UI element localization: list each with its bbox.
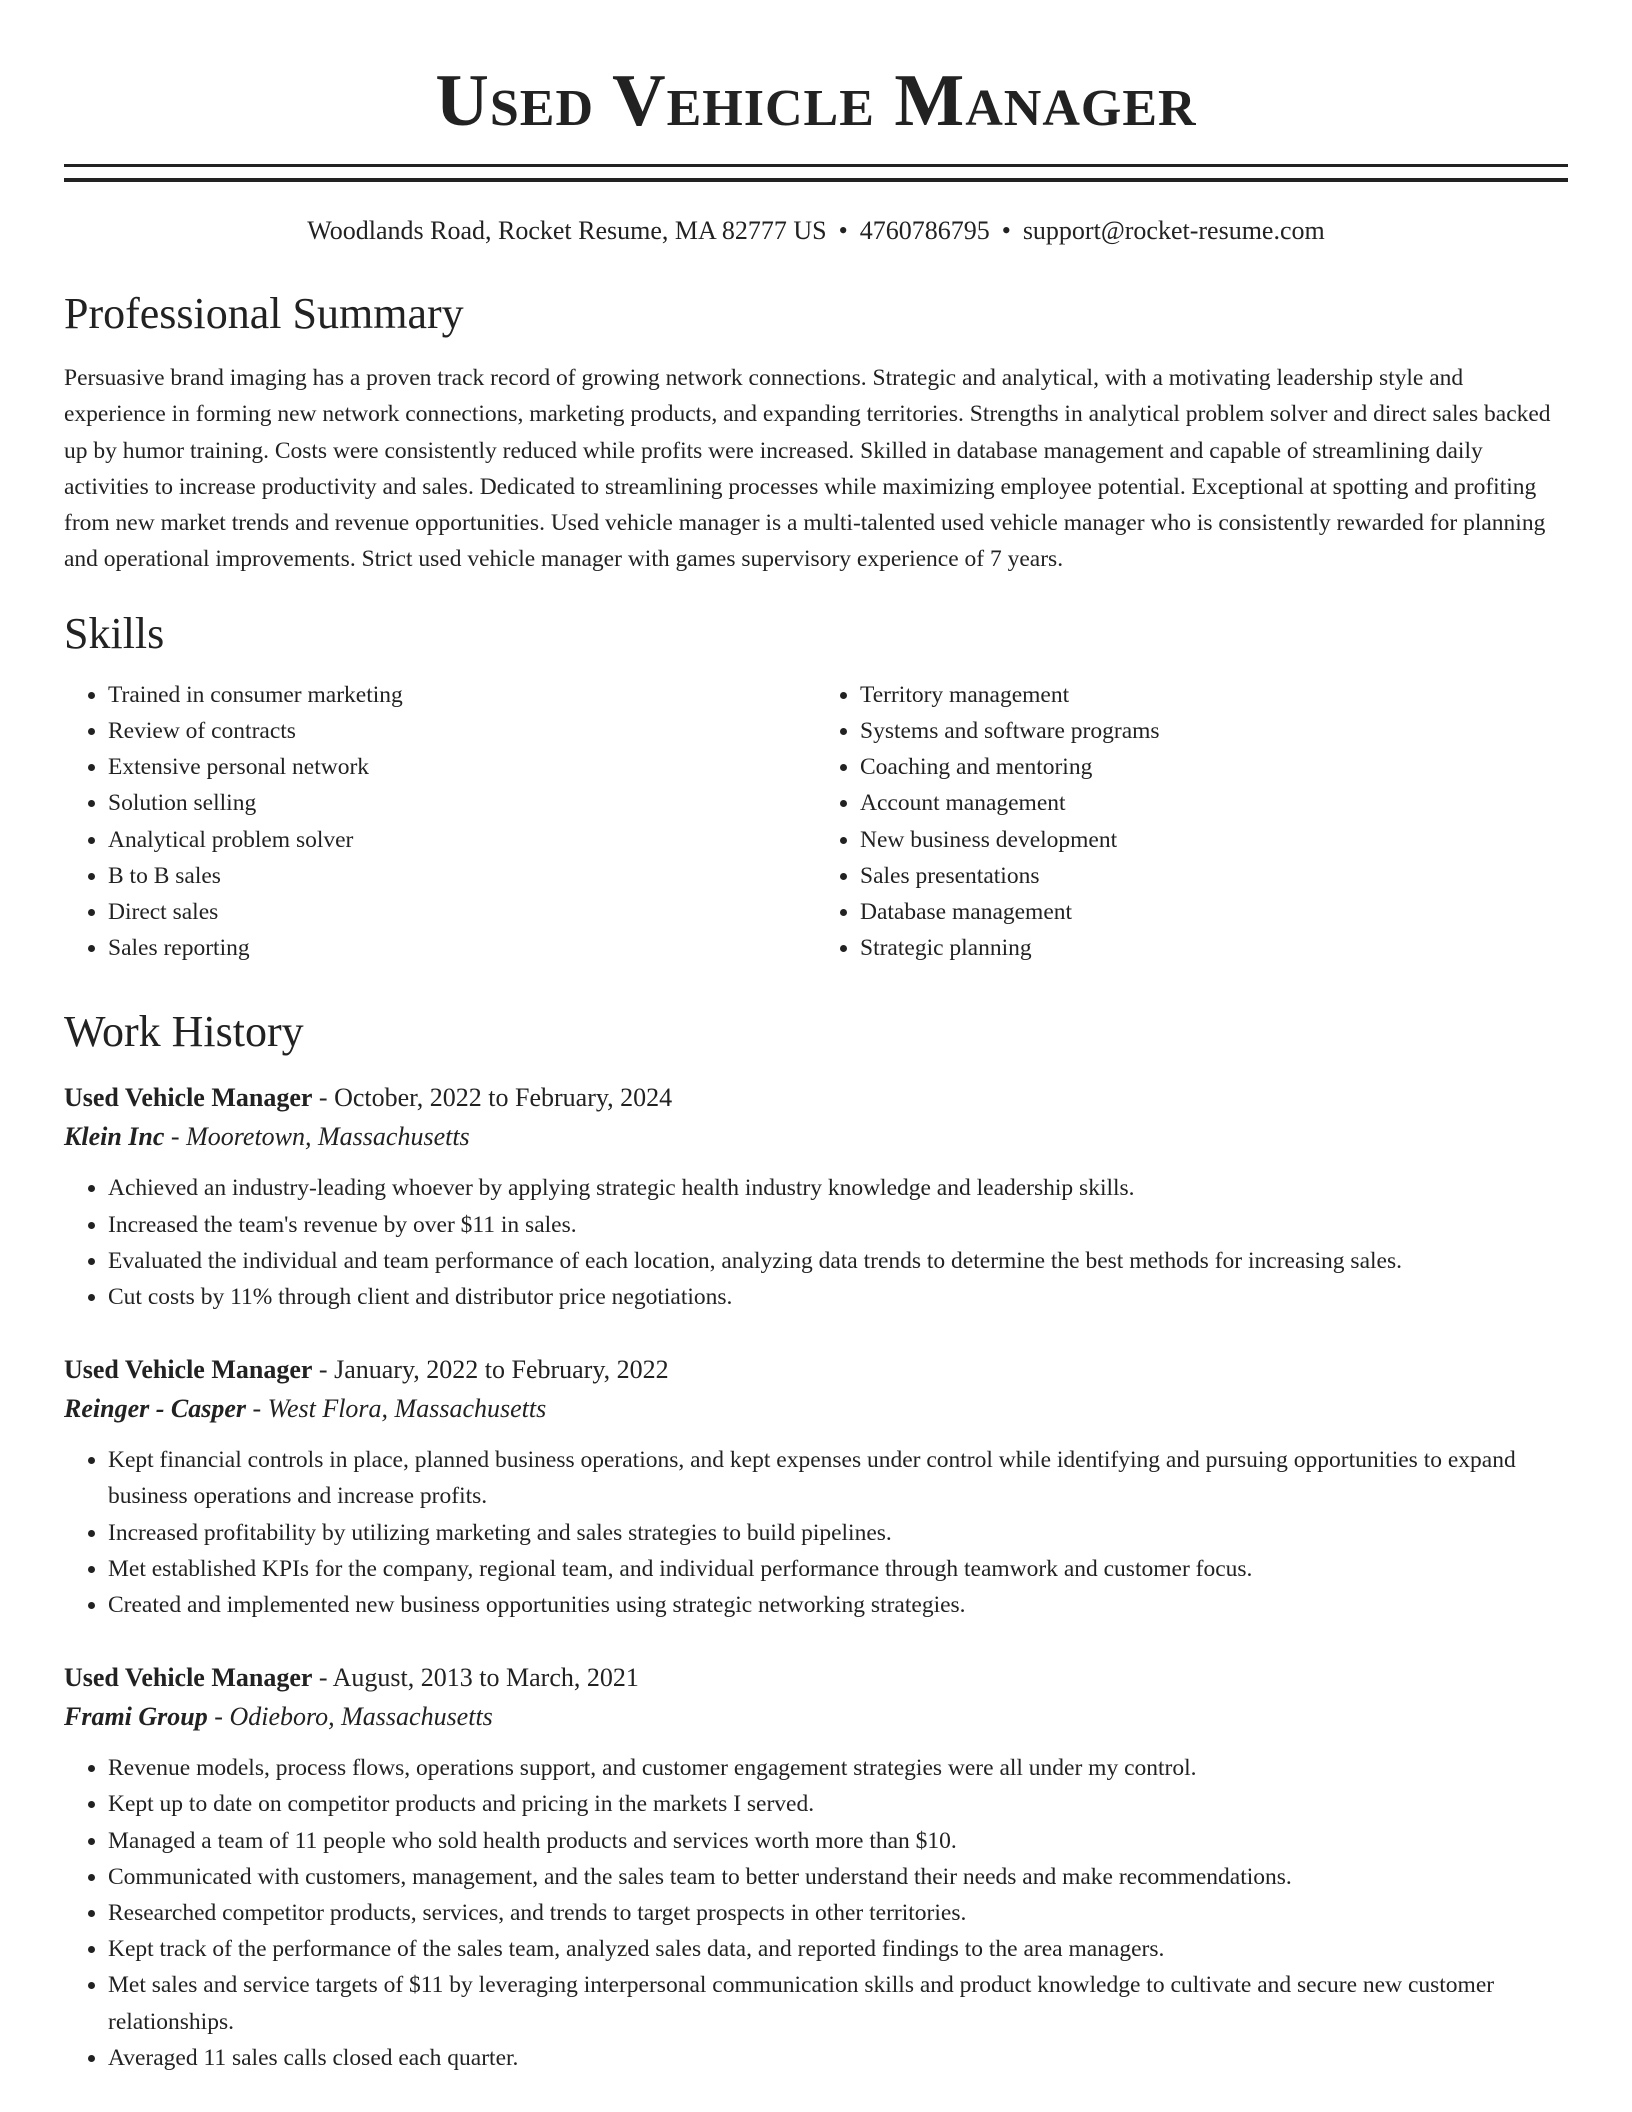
job-dates: January, 2022 to February, 2022	[334, 1355, 669, 1385]
job-dates: October, 2022 to February, 2024	[334, 1083, 673, 1113]
job-bullet: • Kept financial controls in place, planned business operations, and kept expenses under control while identifying and pursuing opportunities to expand business operations and increase profits.	[108, 1442, 1568, 1514]
skill-item: • Analytical problem solver	[108, 822, 816, 858]
skill-item: • Solution selling	[108, 785, 816, 821]
job-title-line: Used Vehicle Manager - October, 2022 to February, 2024	[64, 1083, 673, 1113]
job-bullet: • Achieved an industry-leading whoever by applying strategic health industry knowledge and leadership skills.	[108, 1170, 1568, 1206]
job-bullet: • Evaluated the individual and team performance of each location, analyzing data trends to determine the best methods for increasing sales.	[108, 1243, 1568, 1279]
contact-line	[64, 214, 1568, 248]
skill-item: • Systems and software programs	[860, 713, 1568, 749]
skill-item: • Account management	[860, 785, 1568, 821]
skill-item: • Sales reporting	[108, 930, 816, 966]
skill-item: • New business development	[860, 822, 1568, 858]
work-history-heading: Work History	[64, 1007, 304, 1057]
job-location: Odieboro, Massachusetts	[229, 1702, 493, 1732]
skill-item: • Extensive personal network	[108, 749, 816, 785]
job-title-line: Used Vehicle Manager - January, 2022 to February, 2022	[64, 1355, 669, 1385]
job-title-line: Used Vehicle Manager - August, 2013 to March, 2021	[64, 1663, 639, 1693]
job-entry	[64, 1658, 1568, 2076]
job-bullet: • Managed a team of 11 people who sold health products and services worth more than $10.	[108, 1823, 1568, 1859]
job-bullet: • Cut costs by 11% through client and distributor price negotiations.	[108, 1279, 1568, 1315]
job-bullet: • Communicated with customers, management, and the sales team to better understand their needs and make recommendations.	[108, 1859, 1568, 1895]
job-bullets	[64, 1750, 1568, 2076]
skill-item: • Review of contracts	[108, 713, 816, 749]
resume-name: Used Vehicle Manager	[435, 60, 1197, 142]
skill-item: • Strategic planning	[860, 930, 1568, 966]
skills-heading: Skills	[64, 608, 165, 658]
contact-email: support@rocket-resume.com	[1022, 216, 1325, 245]
job-company-line: Klein Inc - Mooretown, Massachusetts	[64, 1122, 470, 1152]
skill-item: • Direct sales	[108, 894, 816, 930]
job-bullet: • Kept up to date on competitor products and pricing in the markets I served.	[108, 1786, 1568, 1822]
job-company: Frami Group	[64, 1702, 208, 1732]
job-dates: August, 2013 to March, 2021	[332, 1663, 639, 1693]
job-location: Mooretown, Massachusetts	[186, 1122, 470, 1152]
skill-item: • Trained in consumer marketing	[108, 677, 816, 713]
job-bullet: • Researched competitor products, services, and trends to target prospects in other territories.	[108, 1895, 1568, 1931]
job-bullet: • Increased the team's revenue by over $11 in sales.	[108, 1207, 1568, 1243]
job-location: West Flora, Massachusetts	[267, 1394, 547, 1424]
skill-item: • Coaching and mentoring	[860, 749, 1568, 785]
job-company: Reinger - Casper	[64, 1394, 246, 1424]
contact-address: Woodlands Road, Rocket Resume, MA 82777 US	[307, 216, 827, 245]
skills-columns	[64, 677, 1568, 967]
job-bullets	[64, 1170, 1568, 1315]
job-bullet: • Met established KPIs for the company, regional team, and individual performance through teamwork and customer focus.	[108, 1551, 1568, 1587]
job-entry	[64, 1350, 1568, 1623]
skill-item: • Database management	[860, 894, 1568, 930]
job-title: Used Vehicle Manager	[64, 1083, 313, 1113]
summary-text: Persuasive brand imaging has a proven track record of growing network connections. Strategic and analytical, with a motivating leadership style and experience in forming new network connections, marketing products, and expanding territories. Strengths in analytical problem solver and direct sales backed up by humor training. Costs were consistently reduced while profits were increased. Skilled in database management and capable of streamlining daily activities to increase productivity and sales. Dedicated to streamlining processes while maximizing employee potential. Exceptional at spotting and profiting from new market trends and revenue opportunities. Used vehicle manager is a multi-talented used vehicle manager who is consistently rewarded for planning and operational improvements. Strict used vehicle manager with games supervisory experience of 7 years.	[64, 365, 1551, 573]
job-title: Used Vehicle Manager	[64, 1355, 313, 1385]
contact-phone: 4760786795	[859, 216, 990, 245]
contact-separator: •	[1001, 216, 1011, 245]
job-bullet: • Revenue models, process flows, operations support, and customer engagement strategies were all under my control.	[108, 1750, 1568, 1786]
skill-item: • Sales presentations	[860, 858, 1568, 894]
header-double-rule	[64, 164, 1568, 182]
summary-heading: Professional Summary	[64, 289, 464, 338]
job-title: Used Vehicle Manager	[64, 1663, 313, 1693]
job-entry	[64, 1078, 1568, 1315]
job-bullet: • Created and implemented new business opportunities using strategic networking strategies.	[108, 1587, 1568, 1623]
job-bullets	[64, 1442, 1568, 1623]
job-bullet: • Averaged 11 sales calls closed each quarter.	[108, 2040, 1568, 2076]
skill-item: • Territory management	[860, 677, 1568, 713]
skills-list-left	[64, 677, 816, 967]
job-company-line: Reinger - Casper - West Flora, Massachusetts	[64, 1394, 547, 1424]
job-bullet: • Kept track of the performance of the sales team, analyzed sales data, and reported findings to the area managers.	[108, 1931, 1568, 1967]
skills-list-right	[816, 677, 1568, 967]
job-bullet: • Increased profitability by utilizing marketing and sales strategies to build pipelines.	[108, 1515, 1568, 1551]
skill-item: • B to B sales	[108, 858, 816, 894]
job-company-line: Frami Group - Odieboro, Massachusetts	[64, 1702, 493, 1732]
job-company: Klein Inc	[64, 1122, 165, 1152]
job-bullet: • Met sales and service targets of $11 by leveraging interpersonal communication skills and product knowledge to cultivate and secure new customer relationships.	[108, 1967, 1568, 2039]
contact-separator: •	[838, 216, 848, 245]
